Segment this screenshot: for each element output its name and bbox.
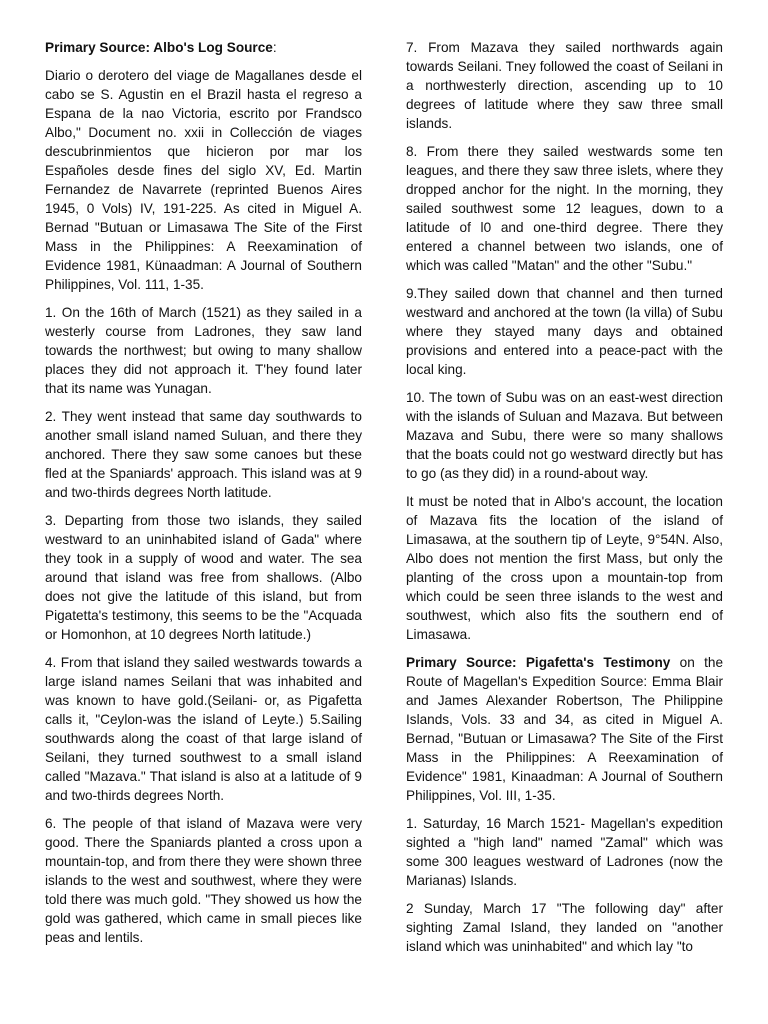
albo-heading-colon: : xyxy=(272,40,277,55)
pigafetta-heading xyxy=(406,653,723,805)
pigafetta-heading-title: Primary Source: Pigafetta's Testimony xyxy=(406,655,671,670)
pigafetta-paragraph-2: 2 Sunday, March 17 "The following day" after sighting Zamal Island, they landed on "another island which was uninhabited" and which lay "to xyxy=(406,901,723,954)
pigafetta-citation: on the Route of Magellan's Expedition Source: Emma Blair and James Alexander Robertson, The Philippine Islands, Vols. 33 and 34, as cited in Miguel A. Bernad, "Butuan or Limasawa? The Site of the First Mass in the Philippines: A Reexamination of Evidence" 1981, Kinaadman: A Journal of Southern Philippines, Vol. III, 1-35. xyxy=(406,655,723,803)
pigafetta-paragraph-1: 1. Saturday, 16 March 1521- Magellan's expedition sighted a "high land" named "Zamal" which was some 300 leagues westward of Ladrones (now the Marianas) Islands. xyxy=(406,816,723,888)
albo-paragraph-2: 2. They went instead that same day southwards to another small island named Suluan, and there they anchored. There they saw some canoes but these fled at the Spaniards' approach. This island was at 9 and two-thirds degrees North latitude. xyxy=(45,409,362,500)
albo-paragraph-8: 8. From there they sailed westwards some ten leagues, and there they saw three islets, where they dropped anchor for the night. In the morning, they sailed southwest some 12 leagues, down to a latitude of l0 and one-third degree. There they entered a channel between two islands, one of which was called "Matan" and the other "Subu." xyxy=(406,144,723,273)
albo-paragraph-1: 1. On the 16th of March (1521) as they sailed in a westerly course from Ladrones, they saw land towards the northwest; but owing to many shallow places they did not approach it. T'hey found later that its name was Yunagan. xyxy=(45,305,362,396)
albo-paragraph-10: 10. The town of Subu was on an east-west direction with the islands of Suluan and Mazava. But between Mazava and Subu, there were so many shallows that the boats could not go westward directly but has to go (as they did) in a round-about way. xyxy=(406,390,723,481)
albo-heading xyxy=(45,38,362,57)
albo-paragraph-3: 3. Departing from those two islands, they sailed westward to an uninhabited island of Gada" where they took in a supply of wood and water. The sea around that island was free from shallows. (Albo does not give the latitude of this island, but from Pigatetta's testimony, this seems to be the "Acquada or Homonhon, at 10 degrees North latitude.) xyxy=(45,513,362,642)
albo-citation: Diario o derotero del viage de Magallanes desde el cabo se S. Agustin en el Brazil hasta el regreso a Espana de la nao Victoria, escrito por Frandsco Albo," Document no. xxii in Collección de viages descubrinmientos que hicieron por mar los Españoles desde fines del siglo XV, Ed. Martin Fernandez de Navarrete (reprinted Buenos Aires 1945, 0 Vols) IV, 191-225. As cited in Miguel A. Bernad "Butuan or Limasawa The Site of the First Mass in the Philippines: A Reexamination of Evidence 1981, Künaadman: A Journal of Southern Philippines, Vol. 111, 1-35. xyxy=(45,68,362,292)
albo-paragraph-9: 9.They sailed down that channel and then turned westward and anchored at the town (la villa) of Subu where they stayed many days and obtained provisions and entered into a peace-pact with the local king. xyxy=(406,286,723,377)
albo-paragraph-4-5: 4. From that island they sailed westwards towards a large island names Seilani that was inhabited and was known to have gold.(Seilani- or, as Pigafetta calls it, "Ceylon-was the island of Leyte.) 5.Sailing southwards along the coast of that large island of Seilani, they turned southwest to a small island called "Mazava." That island is also at a latitude of 9 and two-thirds degrees North. xyxy=(45,655,362,803)
albo-heading-title: Primary Source: Albo's Log Source xyxy=(45,40,273,55)
left-column xyxy=(45,38,362,956)
albo-paragraph-7: 7. From Mazava they sailed northwards again towards Seilani. Tney followed the coast of Seilani in a northwesterly direction, ascending up to 10 degrees of latitude where they saw three small islands. xyxy=(406,40,723,131)
albo-paragraph-6: 6. The people of that island of Mazava were very good. There the Spaniards planted a cross upon a mountain-top, and from there they were shown three islands to the west and southwest, where they were told there was much gold. "They showed us how the gold was gathered, which came in small pieces like peas and lentils. xyxy=(45,816,362,945)
right-column xyxy=(406,38,723,965)
albo-note: It must be noted that in Albo's account, the location of Mazava fits the location of the island of Limasawa, at the southern tip of Leyte, 9°54N. Also, Albo does not mention the first Mass, but only the planting of the cross upon a mountain-top from which could be seen three islands to the west and southwest, which also fits the southern end of Limasawa. xyxy=(406,494,723,642)
